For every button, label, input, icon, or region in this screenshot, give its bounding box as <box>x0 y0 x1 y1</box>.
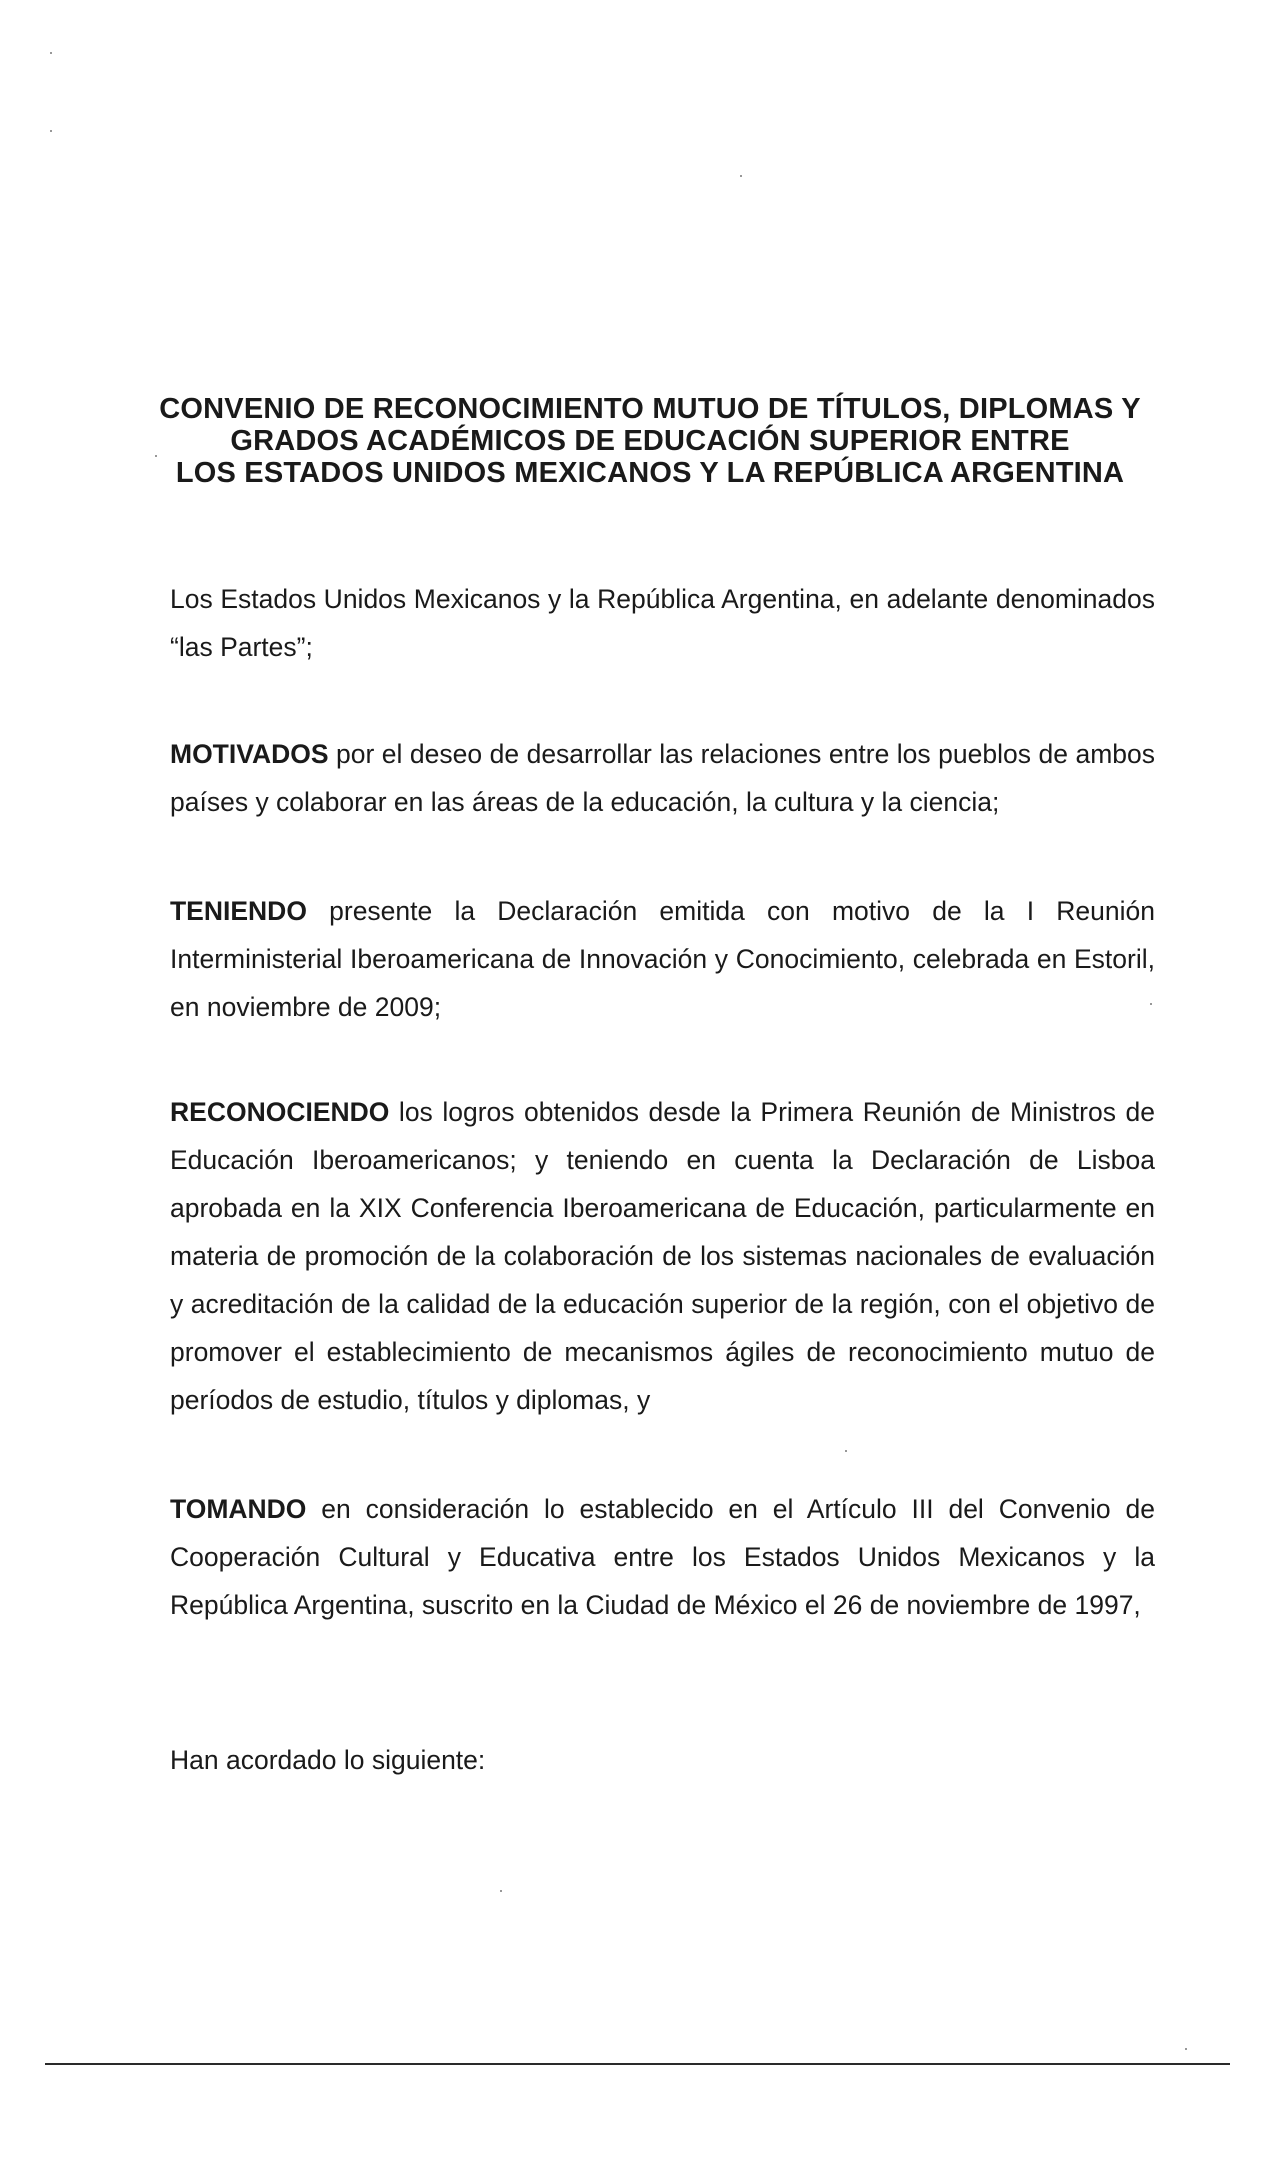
scan-speck <box>155 455 157 457</box>
paragraph-motivados-text: por el deseo de desarrollar las relaciones entre los pueblos de ambos países y colaborar en las áreas de la educación, la cultura y la ciencia; <box>170 739 1155 817</box>
footer-rule <box>45 2063 1230 2065</box>
scan-speck <box>50 52 52 54</box>
paragraph-tomando-lead: TOMANDO <box>170 1494 307 1524</box>
paragraph-reconociendo <box>170 1088 1155 1424</box>
scan-speck <box>50 130 52 132</box>
paragraph-tomando <box>170 1485 1155 1629</box>
scan-speck <box>1150 1003 1152 1005</box>
paragraph-motivados-lead: MOTIVADOS <box>170 739 329 769</box>
paragraph-tomando-text: en consideración lo establecido en el Artículo III del Convenio de Cooperación Cultural y Educativa entre los Estados Unidos Mexicanos y la República Argentina, suscrito en la Ciudad de México el 26 de noviembre de 1997, <box>170 1494 1155 1620</box>
paragraph-teniendo-lead: TENIENDO <box>170 896 307 926</box>
paragraph-acordado-text: Han acordado lo siguiente: <box>170 1745 486 1775</box>
paragraph-teniendo-text: presente la Declaración emitida con motivo de la I Reunión Interministerial Iberoamericana de Innovación y Conocimiento, celebrada en Estoril, en noviembre de 2009; <box>170 896 1155 1022</box>
paragraph-reconociendo-text: los logros obtenidos desde la Primera Reunión de Ministros de Educación Iberoamericanos; y teniendo en cuenta la Declaración de Lisboa aprobada en la XIX Conferencia Iberoamericana de Educación, particularmente en materia de promoción de la colaboración de los sistemas nacionales de evaluación y acreditación de la calidad de la educación superior de la región, con el objetivo de promover el establecimiento de mecanismos ágiles de reconocimiento mutuo de períodos de estudio, títulos y diplomas, y <box>170 1097 1155 1415</box>
scan-speck <box>845 1450 847 1452</box>
paragraph-reconociendo-lead: RECONOCIENDO <box>170 1097 390 1127</box>
document-title <box>150 393 1150 489</box>
paragraph-acordado <box>170 1736 1155 1784</box>
title-line-2: GRADOS ACADÉMICOS DE EDUCACIÓN SUPERIOR ENTRE <box>230 425 1070 457</box>
title-line-3: LOS ESTADOS UNIDOS MEXICANOS Y LA REPÚBLICA ARGENTINA <box>175 457 1125 489</box>
paragraph-parties-text: Los Estados Unidos Mexicanos y la República Argentina, en adelante denominados “las Partes”; <box>170 584 1155 662</box>
paragraph-teniendo <box>170 887 1155 1031</box>
scan-speck <box>500 1890 502 1892</box>
paragraph-motivados <box>170 730 1155 826</box>
scan-speck <box>740 175 742 177</box>
paragraph-parties <box>170 575 1155 671</box>
title-line-1: CONVENIO DE RECONOCIMIENTO MUTUO DE TÍTULOS, DIPLOMAS Y <box>159 393 1141 425</box>
scan-speck <box>1185 2048 1187 2050</box>
